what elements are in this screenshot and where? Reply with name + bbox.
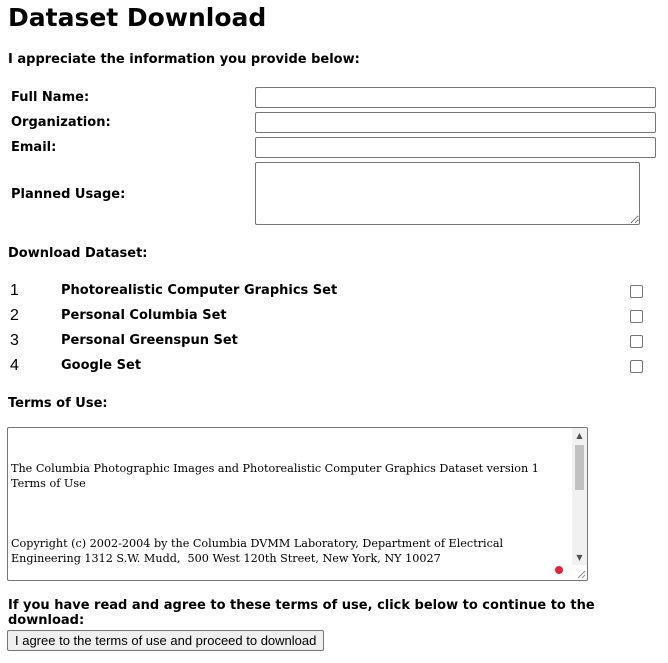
email-label: Email: [11,140,57,155]
planned-usage-textarea[interactable] [255,162,640,225]
dataset-number: 1 [10,282,19,299]
terms-textarea[interactable] [7,427,588,581]
indicator-dot-icon [555,566,563,574]
organization-input[interactable] [255,112,656,133]
terms-paragraph: The Columbia Photographic Images and Photorealistic Computer Graphics Dataset version 1 Terms of Use [11,462,543,490]
intro-text: I appreciate the information you provide below: [8,52,360,67]
agree-prompt: If you have read and agree to these terms of use, click below to continue to the download: [8,598,595,628]
organization-label: Organization: [11,115,111,130]
dataset-number: 2 [10,307,19,324]
dataset-checkbox-greenspun[interactable] [630,335,643,348]
agree-download-button[interactable]: I agree to the terms of use and proceed to download [7,630,324,651]
resize-grip-icon[interactable] [576,569,586,579]
scroll-thumb[interactable] [575,445,584,490]
dataset-number: 4 [10,357,19,374]
dataset-name: Personal Columbia Set [61,308,227,323]
dataset-name: Photorealistic Computer Graphics Set [61,283,338,298]
planned-usage-label: Planned Usage: [11,187,126,202]
terms-paragraph: Copyright (c) 2002-2004 by the Columbia DVMM Laboratory, Department of Electrical Engineering 1312 S.W. Mudd, 500 West 120th Street, New York, NY 10027 [11,537,507,565]
dataset-name: Google Set [61,358,142,373]
scroll-down-arrow-icon[interactable]: ▼ [576,553,583,562]
terms-scrollbar[interactable] [572,428,587,565]
page-title: Dataset Download [8,3,267,32]
dataset-checkbox-google[interactable] [630,360,643,373]
download-dataset-heading: Download Dataset: [8,246,148,261]
full-name-input[interactable] [255,87,656,108]
dataset-checkbox-photorealistic[interactable] [630,285,643,298]
dataset-checkbox-columbia[interactable] [630,310,643,323]
email-input[interactable] [255,137,656,158]
dataset-name: Personal Greenspun Set [61,333,238,348]
dataset-number: 3 [10,332,19,349]
terms-heading: Terms of Use: [8,396,108,411]
full-name-label: Full Name: [11,90,90,105]
scroll-up-arrow-icon[interactable]: ▲ [576,431,583,440]
terms-content [11,431,576,581]
